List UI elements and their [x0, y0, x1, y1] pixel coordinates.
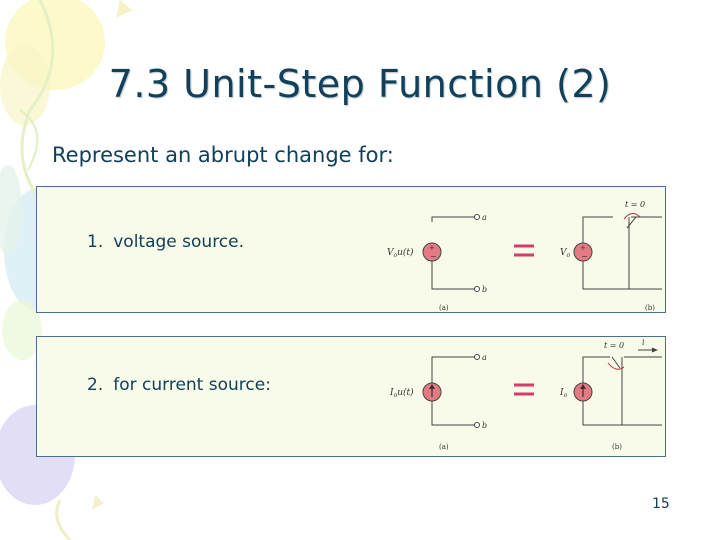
equals-icon: [514, 385, 534, 394]
node-a-label: a: [482, 213, 487, 222]
voltage-source-circuit-diagram: [342, 187, 662, 314]
svg-text:+: +: [429, 244, 435, 252]
svg-text:Vou(t): $V_ou(t)$: [387, 248, 414, 259]
svg-text:Io: $I_o$: [560, 388, 568, 399]
caption-b: (b): [612, 443, 622, 451]
svg-text:−: −: [581, 252, 588, 261]
item-label: voltage source.: [113, 232, 245, 252]
circuit-b: [583, 350, 662, 425]
current-source-circuit-diagram: [342, 337, 662, 458]
svg-text:Vo: $V_o$: [560, 248, 571, 259]
item-number: 1.: [87, 232, 104, 252]
page-number: 15: [652, 496, 670, 512]
switch-label: t = 0: [604, 341, 625, 350]
switch-label: t = 0: [625, 200, 646, 209]
circuit-b: [583, 213, 662, 289]
slide-subtitle: Represent an abrupt change for:: [52, 143, 394, 167]
item-number: 2.: [87, 375, 104, 395]
svg-text:−: −: [430, 252, 437, 261]
current-label: i: [642, 338, 645, 347]
caption-a: (a): [439, 443, 449, 451]
node-a-label: a: [482, 353, 487, 362]
caption-a: (a): [439, 304, 449, 312]
current-source-box: [36, 336, 666, 457]
item-label: for current source:: [113, 375, 271, 395]
svg-text:Iou(t): $I_ou(t)$: [390, 388, 414, 399]
source-symbol-a: V: [387, 248, 394, 258]
list-item-current: [87, 375, 271, 395]
svg-text:+: +: [580, 244, 586, 252]
equals-icon: [514, 246, 534, 255]
source-symbol-a: I: [390, 388, 394, 398]
list-item-voltage: [87, 232, 244, 252]
slide-title: 7.3 Unit-Step Function (2): [108, 62, 612, 106]
node-b-label: b: [482, 285, 488, 294]
voltage-source-box: [36, 186, 666, 313]
node-b-label: b: [482, 421, 488, 430]
caption-b: (b): [645, 304, 655, 312]
